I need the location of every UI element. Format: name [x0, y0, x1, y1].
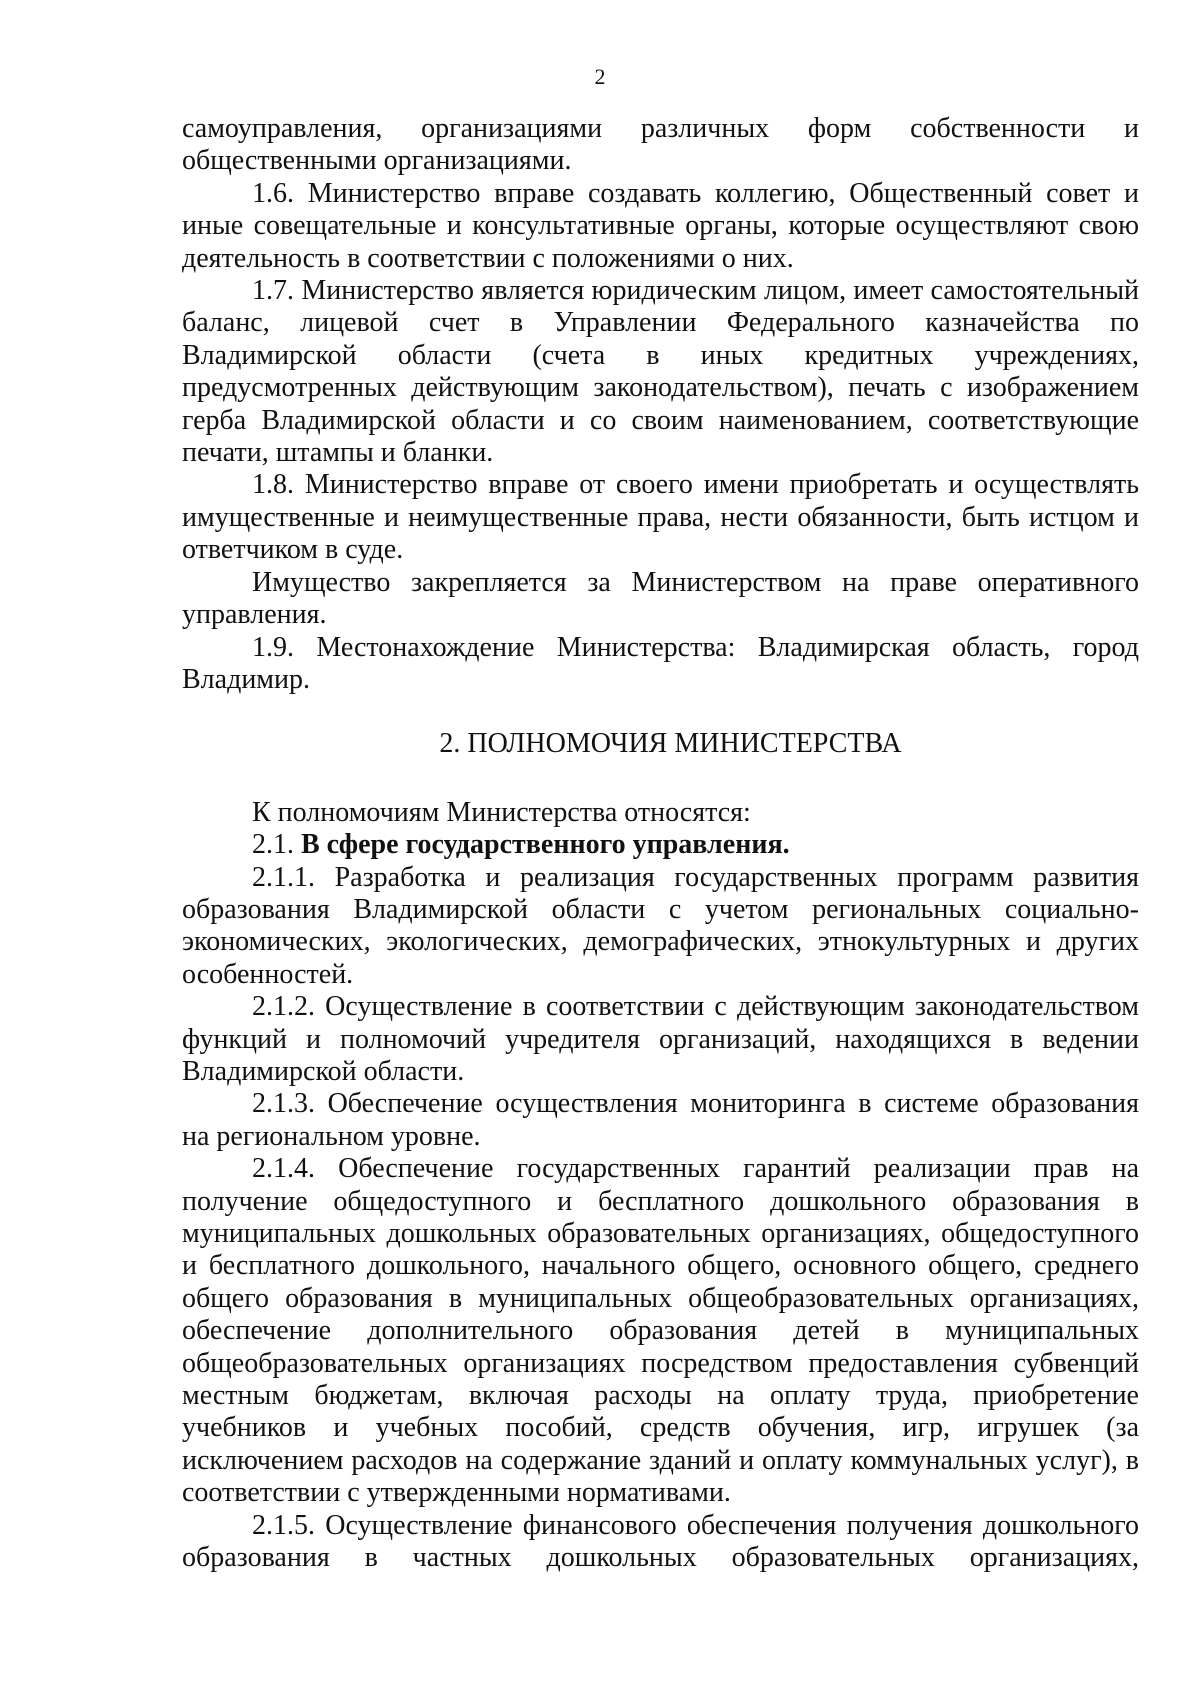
clause-number: 2.1.: [252, 829, 301, 861]
paragraph-2-1-4: 2.1.4. Обеспечение государственных гарантий реализации прав на получение общедоступного и бесплатного дошкольного образования в муниципальных дошкольных образовательных организациях, общедоступного и бесплатного дошкольного, начального общего, основного общего, среднего общего образования в муниципальных общеобразовательных организациях, обеспечение дополнительного образования детей в муниципальных общеобразовательных организациях посредством предоставления субвенций местным бюджетам, включая расходы на оплату труда, приобретение учебников и учебных пособий, средств обучения, игр, игрушек (за исключением расходов на содержание зданий и оплату коммунальных услуг), в соответствии с утвержденными нормативами.: [182, 1153, 1139, 1509]
section-heading: 2. ПОЛНОМОЧИЯ МИНИСТЕРСТВА: [439, 728, 902, 760]
paragraph-1-7: 1.7. Министерство является юридическим лицом, имеет самостоятельный баланс, лицевой счет в Управлении Федерального казначейства по Владимирской области (счета в иных кредитных учреждениях, предусмотренных действующим законодательством), печать с изображением герба Владимирской области и со своим наименованием, соответствующие печати, штампы и бланки.: [182, 275, 1139, 469]
paragraph-2-1-2: 2.1.2. Осуществление в соответствии с действующим законодательством функций и полномочий учредителя организаций, находящихся в ведении Владимирской области.: [182, 991, 1139, 1087]
page-number: 2: [594, 64, 606, 89]
paragraph-1-9: 1.9. Местонахождение Министерства: Владимирская область, город Владимир.: [182, 631, 1139, 695]
paragraph-2-1-1: 2.1.1. Разработка и реализация государственных программ развития образования Владимирской области с учетом региональных социально-экономических, экологических, демографических, этнокультурных и других особенностей.: [182, 861, 1139, 990]
document-body: [182, 113, 1139, 1574]
paragraph-2-1-5: 2.1.5. Осуществление финансового обеспечения получения дошкольного образования в частных дошкольных образовательных организациях,: [182, 1509, 1139, 1574]
paragraph-property: Имущество закрепляется за Министерством на праве оперативного управления.: [182, 566, 1139, 631]
paragraph-intro: К полномочиям Министерства относятся:: [252, 796, 751, 828]
paragraph-2-1-3: 2.1.3. Обеспечение осуществления мониторинга в системе образования на региональном уровне.: [182, 1088, 1139, 1152]
paragraph-continuation: самоуправления, организациями различных форм собственности и общественными организациями.: [182, 113, 1139, 177]
paragraph-2-1: [182, 829, 1139, 861]
clause-title: В сфере государственного управления.: [301, 829, 790, 861]
paragraph-1-8: 1.8. Министерство вправе от своего имени приобретать и осуществлять имущественные и неимущественные права, нести обязанности, быть истцом и ответчиком в суде.: [182, 469, 1139, 566]
paragraph-1-6: 1.6. Министерство вправе создавать коллегию, Общественный совет и иные совещательные и консультативные органы, которые осуществляют свою деятельность в соответствии с положениями о них.: [182, 177, 1139, 274]
